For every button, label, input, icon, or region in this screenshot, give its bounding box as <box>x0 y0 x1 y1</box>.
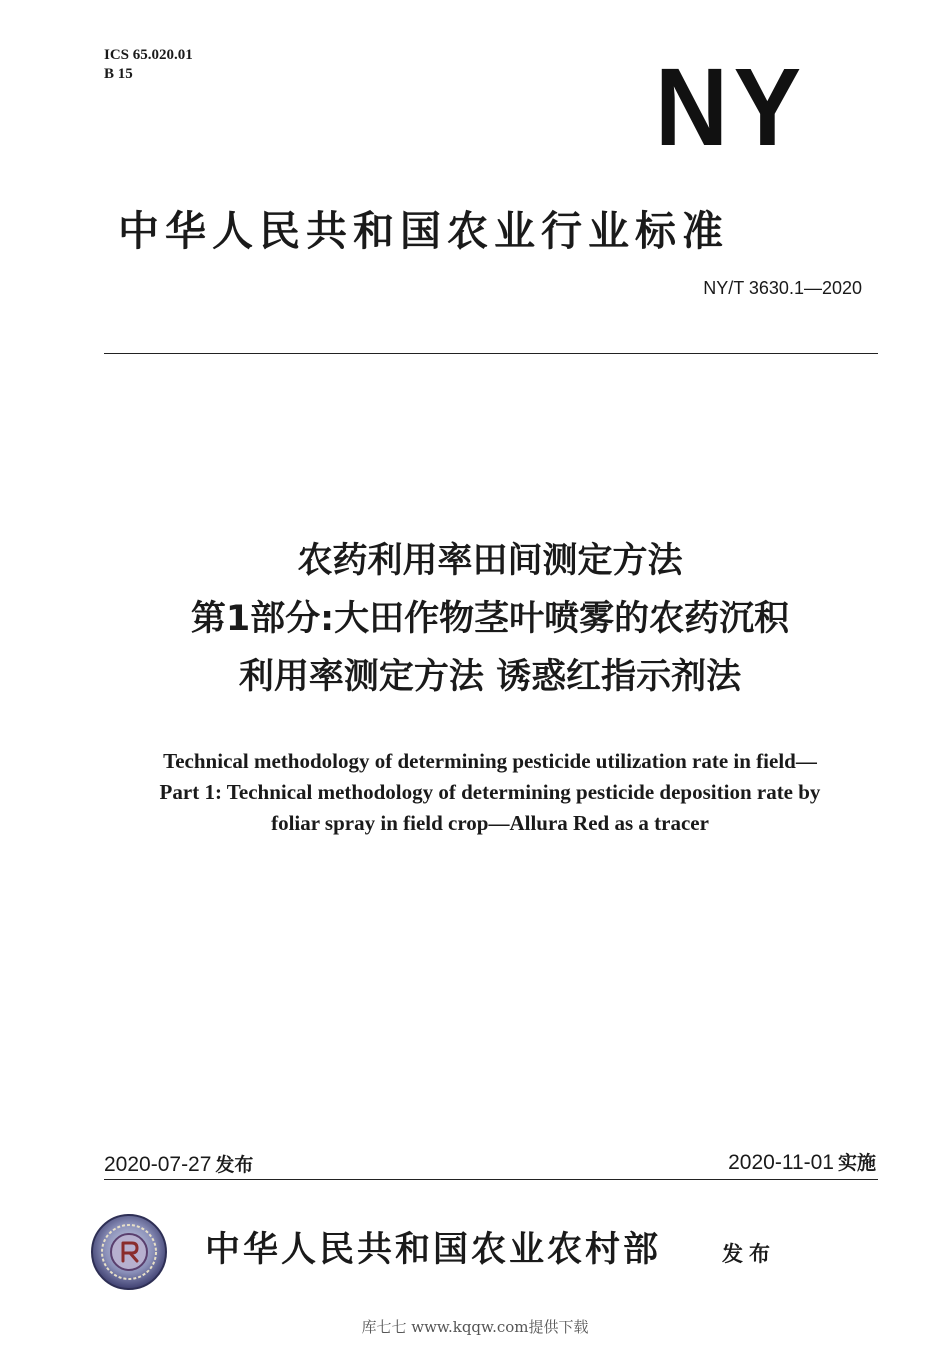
implement-date-value: 2020-11-01 <box>728 1151 834 1174</box>
chinese-title-line-3: 利用率测定方法 诱惑红指示剂法 <box>238 657 742 697</box>
issue-label: 发布 <box>215 1154 254 1176</box>
bottom-divider <box>104 1179 878 1180</box>
class-code: B 15 <box>104 66 133 82</box>
publisher-suffix: 发布 <box>722 1242 776 1266</box>
issue-date-value: 2020-07-27 <box>104 1153 212 1176</box>
implement-label: 实施 <box>837 1152 876 1174</box>
english-title-line-1: Technical methodology of determining pesticide utilization rate in field— <box>163 749 817 773</box>
english-title-line-3: foliar spray in field crop—Allura Red as a tracer <box>271 811 709 835</box>
ics-code: ICS 65.020.01 <box>104 47 193 63</box>
implement-date <box>728 1148 876 1175</box>
english-title-line-2: Part 1: Technical methodology of determining pesticide deposition rate by <box>159 780 821 804</box>
english-title <box>90 746 890 839</box>
classification-block <box>104 46 193 84</box>
standard-code: NY/T 3630.1—2020 <box>703 278 862 298</box>
standard-type-title: 中华人民共和国农业行业标准 <box>118 207 729 255</box>
top-divider <box>104 353 878 354</box>
ministry-emblem-icon <box>90 1213 168 1291</box>
download-watermark: 库七七 www.kqqw.com提供下载 <box>361 1318 589 1336</box>
chinese-title-line-1: 农药利用率田间测定方法 <box>297 541 683 581</box>
chinese-title-line-2: 第1部分:大田作物茎叶喷雾的农药沉积 <box>190 599 790 639</box>
chinese-title <box>80 532 900 706</box>
ny-logo: NY <box>655 46 807 169</box>
issue-date <box>104 1150 253 1177</box>
publisher-name: 中华人民共和国农业农村部 <box>205 1229 662 1270</box>
